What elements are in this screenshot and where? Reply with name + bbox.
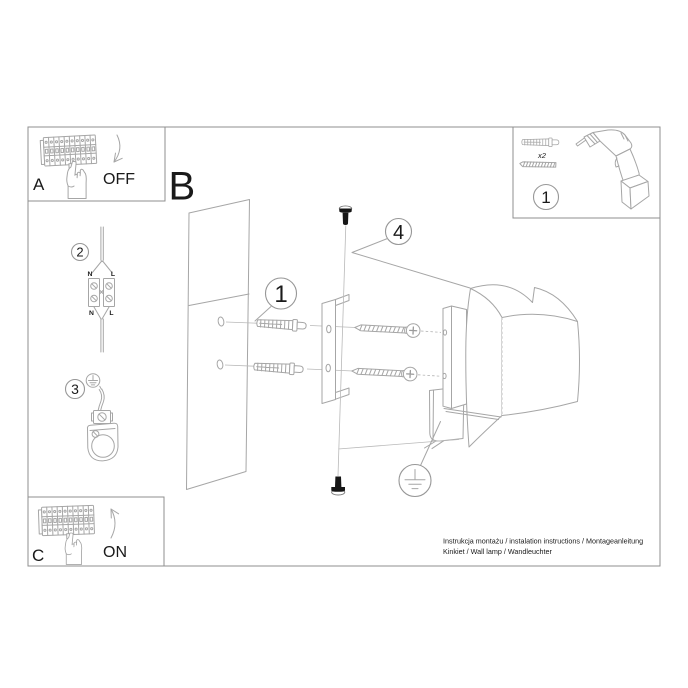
terminal-label-n-top: N <box>87 271 93 278</box>
ground-step <box>66 374 119 461</box>
lamp-backplate-side <box>443 306 452 409</box>
earth-ground-icon <box>86 374 100 388</box>
step-a-label: A <box>33 175 45 194</box>
terminal-label-l-bottom: L <box>109 310 114 317</box>
terminal-block-icon <box>89 279 115 307</box>
lamp-inner-curl <box>466 289 502 448</box>
anchor-callout: 1 <box>274 281 288 308</box>
footer <box>443 537 643 557</box>
anchor-quantity: x2 <box>538 151 546 160</box>
wall-plug-icon <box>253 361 303 375</box>
terminal-label-l-top: L <box>110 271 116 278</box>
mounting-screw-icon <box>354 321 420 338</box>
wall-plug-icon <box>256 318 306 332</box>
main-assembly <box>187 200 580 497</box>
ground-terminal-icon <box>92 411 113 424</box>
footer-line1: Instrukcja montażu / instalation instructions / Montageanleitung <box>443 536 644 546</box>
mounting-screw-icon <box>351 364 417 381</box>
wall-panel-drawing <box>187 200 250 490</box>
lamp-front-sheet <box>502 314 580 415</box>
terminal-label-n-bottom: N <box>89 310 94 317</box>
step-c-label: C <box>32 546 45 565</box>
ground-callout: 3 <box>71 381 79 397</box>
lamp-backplate-front <box>452 306 467 409</box>
fixing-screw-bottom-icon <box>331 477 345 495</box>
footer-line2: Kinkiet / Wall lamp / Wandleuchter <box>443 547 552 556</box>
wiring-step <box>72 227 116 352</box>
screw-axis-dashed-lines <box>418 331 441 376</box>
parts-box-callout: 1 <box>541 188 551 207</box>
wall-lamp-drawing <box>425 285 580 449</box>
wiring-callout: 2 <box>76 244 84 260</box>
anchor-callout-leader <box>255 307 271 322</box>
fixing-screw-top-icon <box>339 206 351 225</box>
mounting-plate-drawing <box>87 423 118 461</box>
screw-callout: 4 <box>392 222 405 244</box>
circuit-breaker-icon <box>38 505 94 539</box>
mounting-bracket-drawing <box>322 295 349 404</box>
step-b-label: B <box>168 164 196 209</box>
step-a-state: OFF <box>103 171 135 188</box>
step-c-state: ON <box>103 544 127 561</box>
